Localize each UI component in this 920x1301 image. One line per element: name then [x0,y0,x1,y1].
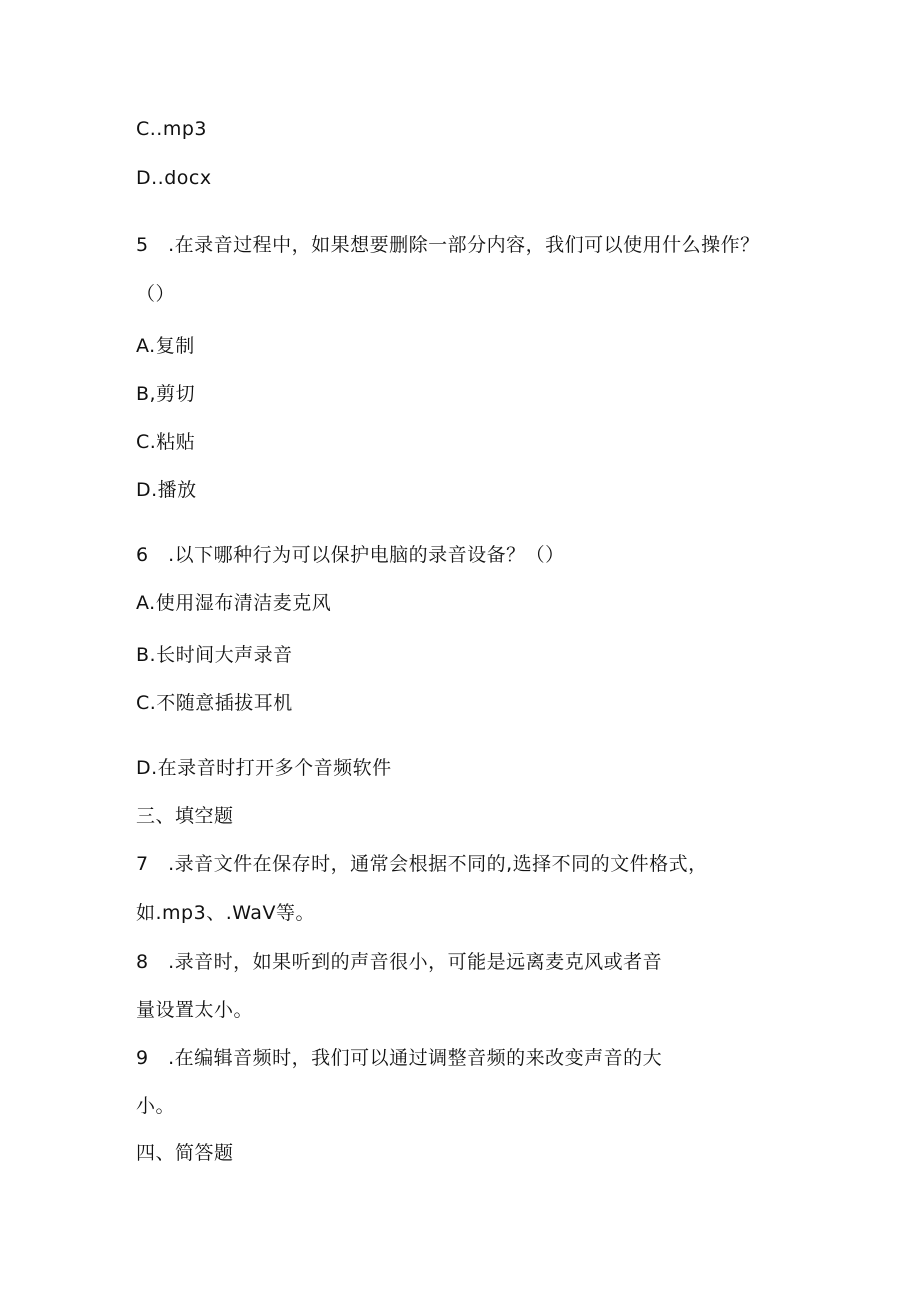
q5-option-a: A.复制 [136,335,195,357]
q5-stem: 5 .在录音过程中，如果想要删除一部分内容，我们可以使用什么操作？ [136,234,760,256]
q5-option-b: B,剪切 [136,383,196,405]
q7-line-1: 7 .录音文件在保存时，通常会根据不同的,选择不同的文件格式， [136,853,708,875]
section-3-heading: 三、填空题 [136,805,234,827]
q4-option-d: D..docx [136,167,212,189]
section-4-heading: 四、简答题 [136,1142,234,1164]
q5-blank: （） [136,283,176,305]
q6-stem: 6 .以下哪种行为可以保护电脑的录音设备？（） [136,544,565,566]
q9-line-2: 小。 [136,1095,176,1117]
q9-line-1: 9 .在编辑音频时，我们可以通过调整音频的来改变声音的大 [136,1047,663,1069]
q7-line-2: 如.mp3、.WaV等。 [136,902,315,924]
q6-option-a: A.使用湿布清洁麦克风 [136,592,332,614]
q6-option-d: D.在录音时打开多个音频软件 [136,757,392,779]
q6-option-c: C.不随意插拔耳机 [136,692,293,714]
q5-option-d: D.播放 [136,479,197,501]
q5-option-c: C.粘贴 [136,431,196,453]
q8-line-1: 8 .录音时，如果听到的声音很小，可能是远离麦克风或者音 [136,951,663,973]
q8-line-2: 量设置太小。 [136,999,254,1021]
q6-option-b: B.长时间大声录音 [136,644,293,666]
q4-option-c: C..mp3 [136,118,208,140]
